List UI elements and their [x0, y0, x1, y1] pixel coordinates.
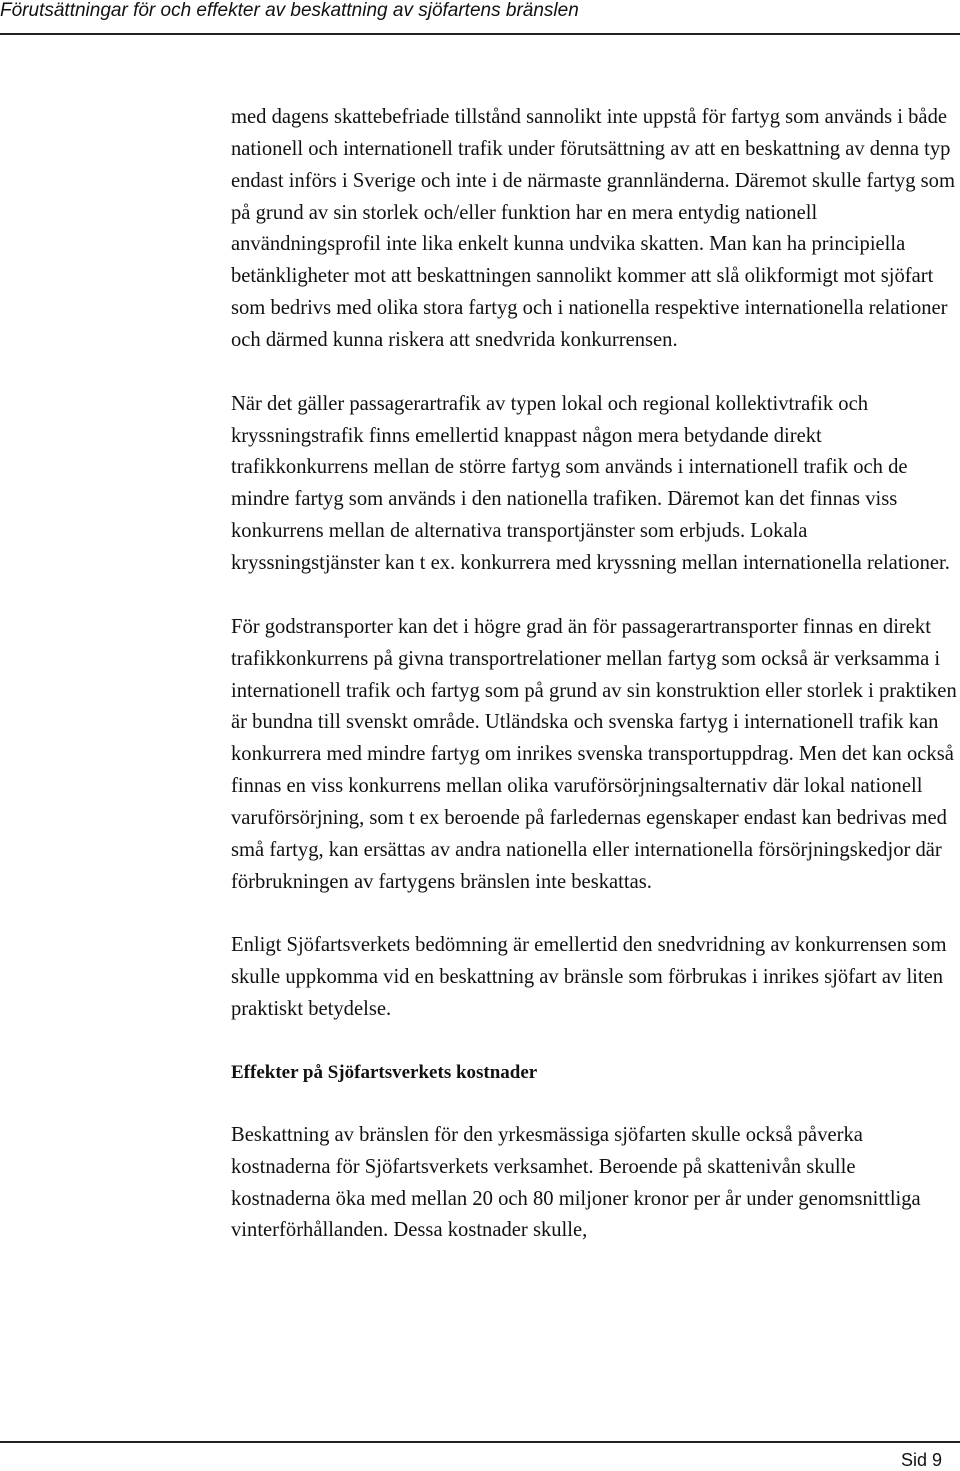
paragraph-assessment: Enligt Sjöfartsverkets bedömning är emellertid den snedvridning av konkurrensen som skulle uppkomma vid en beskattning av bränsle som förbrukas i inrikes sjöfart av liten praktiskt betydelse. — [231, 934, 947, 1021]
running-header-title: Förutsättningar för och effekter av beskattning av sjöfartens bränslen — [0, 0, 579, 21]
section-heading: Effekter på Sjöfartsverkets kostnader — [231, 1061, 538, 1083]
paragraph-costs: Beskattning av bränslen för den yrkesmässiga sjöfarten skulle också påverka kostnaderna för Sjöfartsverkets verksamhet. Beroende på skattenivån skulle kostnaderna öka med mellan 20 och 80 miljoner kronor per år under genomsnittliga vinterförhållanden. Dessa kostnader skulle, — [231, 1123, 921, 1242]
paragraph-competition-tax-exempt: med dagens skattebefriade tillstånd sannolikt inte uppstå för fartyg som används i både nationell och internationell trafik under förutsättning av att en beskattning av denna typ endast införs i Sverige och inte i de närmaste grannländerna. Däremot skulle fartyg som på grund av sin storlek och/eller funktion har en mera entydig nationell användningsprofil inte lika enkelt kunna undvika skatten. Man kan ha principiella betänkligheter mot att beskattningen sannolikt kommer att slå olikformigt mot sjöfart som bedrivs med olika stora fartyg och i nationella respektive internationella relationer och därmed kunna riskera att snedvrida konkurrensen. — [231, 106, 955, 351]
paragraph-freight-transport: För godstransporter kan det i högre grad än för passagerartransporter finnas en direkt trafikkonkurrens på givna transportrelationer mellan fartyg som också är verksamma i internationell trafik och fartyg som på grund av sin konstruktion eller storlek i praktiken är bundna till svenskt område. Utländska och svenska fartyg i internationell trafik kan konkurrera med mindre fartyg om inrikes svenska transportuppdrag. Men det kan också finnas en viss konkurrens mellan olika varuförsörjningsalternativ där lokal nationell varuförsörjning, som t ex beroende på farledernas egenskaper endast kan bedrivas med små fartyg, kan ersättas av andra nationella eller internationella försörjningskedjor där förbrukningen av fartygens bränslen inte beskattas. — [231, 615, 957, 893]
footer-divider — [0, 1441, 960, 1443]
document-body — [231, 102, 960, 1279]
paragraph-passenger-traffic: När det gäller passagerartrafik av typen lokal och regional kollektivtrafik och kryssningstrafik finns emellertid knappast någon mera betydande direkt trafikkonkurrens mellan de större fartyg som används i internationell trafik och de mindre fartyg som används i den nationella trafiken. Däremot kan det finnas viss konkurrens mellan de alternativa transportjänster som erbjuds. Lokala kryssningstjänster kan t ex. konkurrera med kryssning mellan internationella relationer. — [231, 392, 950, 574]
header-divider — [0, 33, 960, 35]
page-number: Sid 9 — [900, 1450, 942, 1470]
